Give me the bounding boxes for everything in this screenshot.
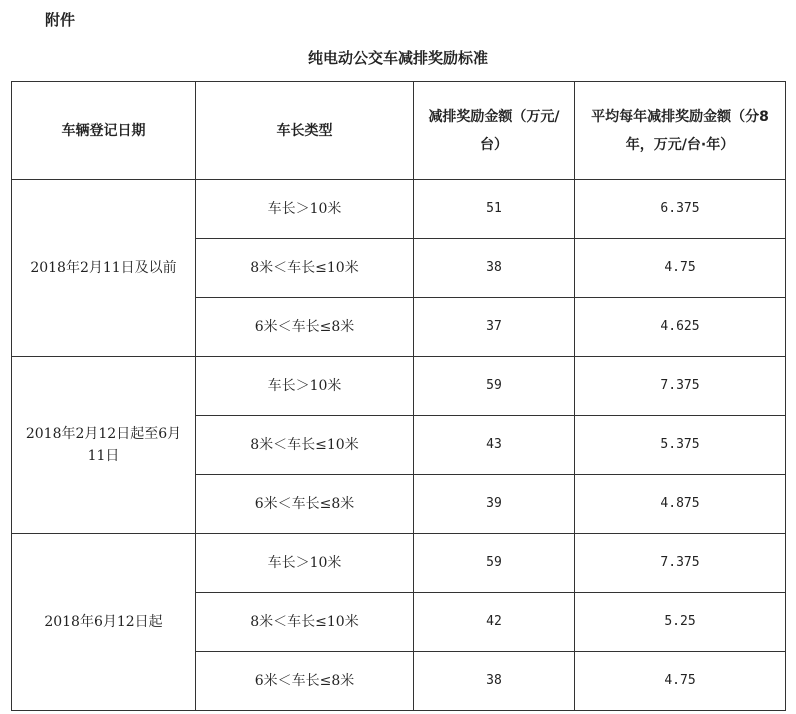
amount-cell: 38 — [414, 239, 575, 298]
length-type-cell: 车长＞10米 — [196, 180, 414, 239]
table-row — [12, 357, 786, 416]
document-title: 纯电动公交车减排奖励标准 — [307, 49, 488, 67]
annual-cell: 4.75 — [575, 239, 786, 298]
length-type-cell: 6米＜车长≤8米 — [196, 475, 414, 534]
length-type-cell: 车长＞10米 — [196, 534, 414, 593]
annual-cell: 4.625 — [575, 298, 786, 357]
header-amount: 减排奖励金额（万元/台） — [414, 82, 575, 180]
header-length-type: 车长类型 — [196, 82, 414, 180]
length-type-cell: 8米＜车长≤10米 — [196, 416, 414, 475]
length-type-cell: 6米＜车长≤8米 — [196, 298, 414, 357]
subsidy-table — [11, 81, 786, 711]
length-type-cell: 8米＜车长≤10米 — [196, 239, 414, 298]
date-cell: 2018年2月12日起至6月11日 — [12, 357, 196, 534]
table-row — [12, 180, 786, 239]
annual-cell: 5.25 — [575, 593, 786, 652]
amount-cell: 39 — [414, 475, 575, 534]
annual-cell: 4.875 — [575, 475, 786, 534]
attachment-label: 附件 — [45, 11, 76, 29]
amount-cell: 38 — [414, 652, 575, 711]
header-row — [12, 82, 786, 180]
header-date: 车辆登记日期 — [12, 82, 196, 180]
annual-cell: 7.375 — [575, 534, 786, 593]
length-type-cell: 8米＜车长≤10米 — [196, 593, 414, 652]
amount-cell: 51 — [414, 180, 575, 239]
date-cell: 2018年2月11日及以前 — [12, 180, 196, 357]
length-type-cell: 6米＜车长≤8米 — [196, 652, 414, 711]
annual-cell: 7.375 — [575, 357, 786, 416]
table-row — [12, 534, 786, 593]
annual-cell: 6.375 — [575, 180, 786, 239]
amount-cell: 59 — [414, 534, 575, 593]
length-type-cell: 车长＞10米 — [196, 357, 414, 416]
amount-cell: 59 — [414, 357, 575, 416]
date-cell: 2018年6月12日起 — [12, 534, 196, 711]
header-annual-amount: 平均每年减排奖励金额（分8年，万元/台·年） — [575, 82, 786, 180]
annual-cell: 4.75 — [575, 652, 786, 711]
amount-cell: 43 — [414, 416, 575, 475]
amount-cell: 37 — [414, 298, 575, 357]
annual-cell: 5.375 — [575, 416, 786, 475]
amount-cell: 42 — [414, 593, 575, 652]
